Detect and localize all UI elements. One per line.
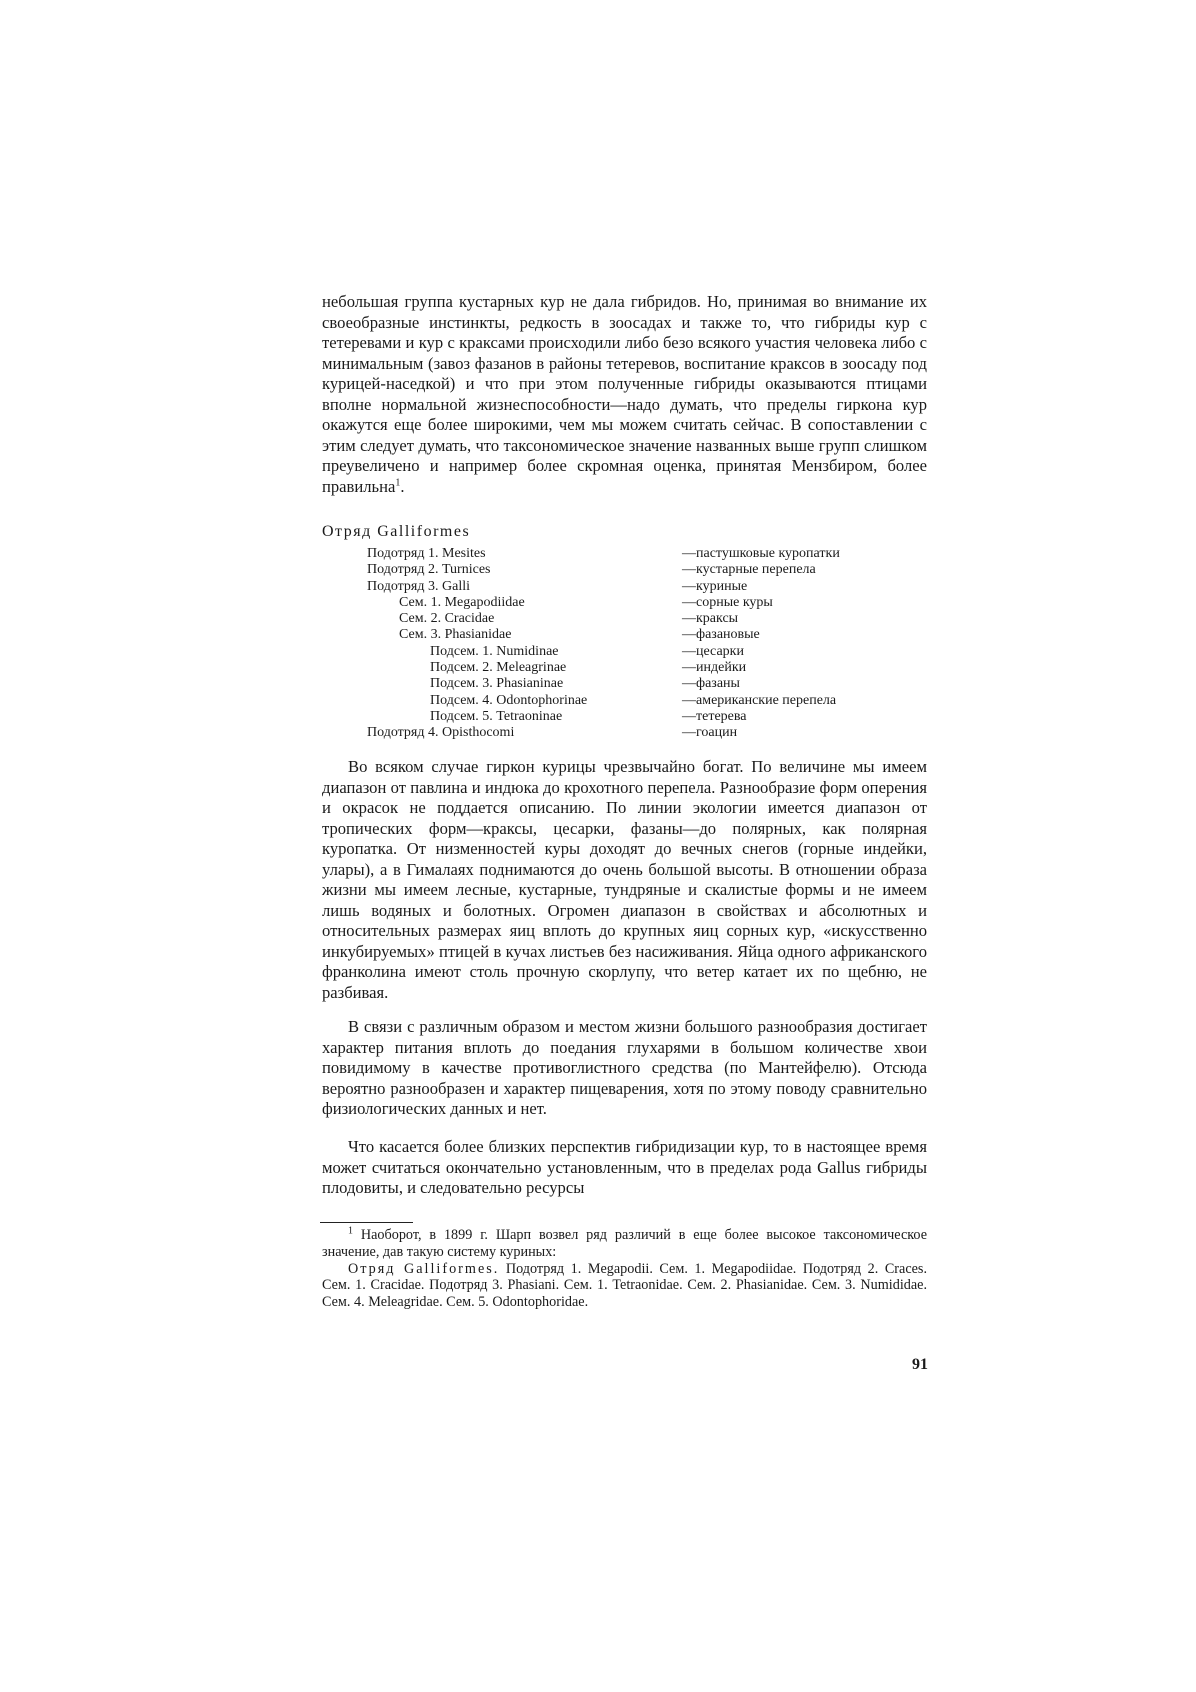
taxon-common-name: —краксы [682,611,739,627]
taxon-common-name: —цесарки [682,643,744,659]
taxonomy-row [322,546,927,562]
taxonomy-row [322,693,927,709]
paragraph-diet [322,1017,927,1120]
footnote-marker: 1 [348,1225,353,1237]
taxonomy-row [322,627,927,643]
taxon-common-name: —кустарные перепела [682,562,816,578]
taxon-name: Подсем. 2. Meleagrinae [430,660,567,676]
taxon-name: Подсем. 3. Phasianinae [430,676,564,692]
paragraph-range [322,757,927,1003]
taxon-name: Подсем. 5. Tetraoninae [430,708,563,724]
taxon-name: Подотряд 3. Galli [367,578,470,594]
taxonomy-row [322,709,927,725]
taxon-name: Сем. 3. Phasianidae [399,627,512,643]
paragraph-range-text: Во всяком случае гиркон курицы чрезвычайно богат. По величине мы имеем диапазон от павлина и индюка до крохотного перепела. Разнообразие форм оперения и окрасок не поддается описанию. По линии экологии имеется диапазон от тропических форм—краксы, цесарки, фазаны—до полярных, как полярная куропатка. От низменностей куры доходят до вечных снегов (горные индейки, улары), а в Гималаях поднимаются до очень большой высоты. В отношении образа жизни мы имеем лесные, кустарные, тундряные и скалистые формы и не имеем лишь водяных и болотных. Огромен диапазон в свойствах и абсолютных и относительных размерах яиц вплоть до крупных яиц сорных кур, «искусственно инкубируемых» птицей в кучах листьев без насиживания. Яйца одного африканского франколина имеют столь прочную скорлупу, что ветер катает их по щебню, не разбивая. [322,757,927,1002]
taxon-common-name: —тетерева [682,708,747,724]
footnote-order-label: Отряд Galliformes. [348,1260,500,1277]
taxonomy-row [322,595,927,611]
taxon-common-name: —пастушковые куропатки [682,546,840,561]
taxon-common-name: —гоацин [682,725,738,741]
paragraph-diet-text: В связи с различным образом и местом жизни большого разнообразия достигает характер питания вплоть до поедания глухарями в большом количестве хвои повидимому в качестве противоглистного средства (по Мантейфелю). Отсюда вероятно разнообразен и характер пищеварения, хотя по этому поводу сравнительно физиологических данных и нет. [322,1017,927,1118]
taxonomy-row [322,579,927,595]
taxon-name: Подотряд 2. Turnices [367,562,491,578]
taxonomy-row [322,725,927,741]
order-heading: Отряд Galliformes [322,523,471,540]
paragraph-hybrid-text: Что касается более близких перспектив гибридизации кур, то в настоящее время может считаться окончательно установленным, что в пределах рода Gallus гибриды плодовиты, и следовательно ресурсы [322,1137,927,1197]
footnote-line-1: Наоборот, в 1899 г. Шарп возвел ряд различий в еще более высокое таксономическое значение, дав такую систему куриных: [322,1227,927,1260]
taxon-common-name: —сорные куры [682,594,773,610]
taxonomy-row [322,644,927,660]
taxon-name: Подсем. 4. Odontophorinae [430,692,588,708]
taxon-common-name: —американские перепела [682,692,837,708]
taxon-common-name: —фазаны [682,676,740,692]
footnote-line-2: Подотряд 1. Megapodii. Сем. 1. Megapodiidae. Подотряд 2. Craces. Сем. 1. Cracidae. Подотряд 3. Phasiani. Сем. 1. Tetraonidae. Сем. 2. Phasianidae. Сем. 3. Numididae. Сем. 4. Meleagridae. Сем. 5. Odontophoridae. [322,1260,927,1311]
taxonomy-row [322,611,927,627]
taxon-name: Сем. 1. Megapodiidae [399,594,525,610]
taxon-common-name: —индейки [682,660,747,676]
paragraph-hybrid [322,1137,927,1199]
footnote-ref-marker: 1 [395,476,401,488]
paragraph-intro-text: небольшая группа кустарных кур не дала гибридов. Но, принимая во внимание их своеобразные инстинкты, редкость в зоосадах и также то, что гибриды кур с тетеревами и кур с краксами происходили либо безо всякого участия человека либо с минимальным (завоз фазанов в районы тетеревов, воспитание краксов в зоосаду под курицей-наседкой) и что при этом полученные гибриды оказываются птицами вполне нормальной жизнеспособности—надо думать, что пределы гиркона кур окажутся еще более широкими, чем мы можем считать сейчас. В сопоставлении с этим следует думать, что таксономическое значение названных выше групп слишком преувеличено и например более скромная оценка, принятая Мензбиром, более правильна [322,292,927,496]
taxon-name: Сем. 2. Cracidae [399,611,495,627]
paragraph-intro: небольшая группа кустарных кур не дала гибридов. Но, принимая во внимание их своеобразные инстинкты, редкость в зоосадах и также то, что гибриды кур с тетеревами и кур с краксами происходили либо безо всякого участия человека либо с минимальным (завоз фазанов в районы тетеревов, воспитание краксов в зоосаду под курицей-наседкой) и что при этом полученные гибриды оказываются птицами вполне нормальной жизнеспособности—надо думать, что пределы гиркона кур окажутся еще более широкими, чем мы можем считать сейчас. В сопоставлении с этим следует думать, что таксономическое значение названных выше групп слишком преувеличено и например более скромная оценка, принятая Мензбиром, более правильна$^1$. [322,292,927,496]
taxon-name: Подсем. 1. Numidinae [430,643,559,659]
taxon-name: Подотряд 4. Opisthocomi [367,725,515,741]
footnote-divider [320,1222,413,1223]
taxon-common-name: —фазановые [682,627,760,643]
taxonomy-row [322,562,927,578]
footnote [322,1227,927,1311]
page-number: 91 [912,1356,928,1373]
taxon-common-name: —куриные [682,578,748,594]
taxonomy-list [322,546,927,742]
taxonomy-row [322,676,927,692]
taxonomy-row [322,660,927,676]
taxon-name: Подотряд 1. Mesites [367,546,486,561]
